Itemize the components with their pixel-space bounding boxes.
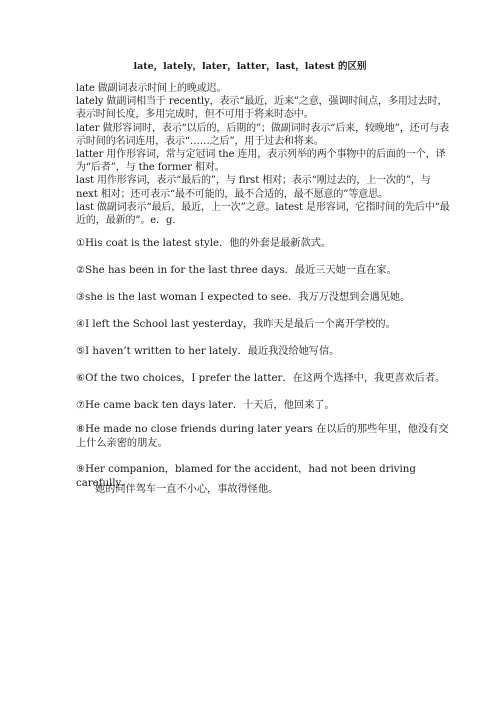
example-6: ⑥Of the two choices，I prefer the latter．在这两个选择中，我更喜欢后者。 <box>76 373 446 384</box>
definition-latter: latter 用作形容词，常与定冠词 the 连用，表示列举的两个事物中的后面的一个，译为“后者”，与 the former 相对。 <box>76 149 446 174</box>
definitions-block <box>76 82 452 227</box>
example-7: ⑦He came back ten days later．十天后，他回来了。 <box>76 400 335 411</box>
definition-last-adverb-latest: last 做副词表示“最后，最近，上一次”之意。latest 是形容词，它指时间的先后中“最近的，最新的”。e．g． <box>76 201 450 227</box>
definition-later: later 做形容词时，表示“以后的，后期的”；做副词时表示“后来，较晚地”，还可与表示时间的名词连用，表示“……之后”，用于过去和将来。 <box>76 122 450 147</box>
definition-lately: lately 做副词相当于 recently，表示“最近，近来”之意，强调时间点，多用过去时，表示时间长度，多用完成时，但不可用于将来时态中。 <box>76 96 448 121</box>
example-4: ④I left the School last yesterday，我昨天是最后一个离开学校的。 <box>76 319 396 330</box>
example-9-translation: 她的同伴驾车一直不小心，事故得怪他。 <box>95 484 279 495</box>
example-2: ②She has been in for the last three days．最近三天她一直在家。 <box>76 265 397 276</box>
example-3: ③she is the last woman I expected to see．我万万没想到会遇见她。 <box>76 292 411 303</box>
example-9: ⑨Her companion，blamed for the accident，had not been driving carefully． <box>76 464 416 489</box>
definition-late: late 做副词表示时间上的晚或迟。 <box>76 83 227 94</box>
example-1: ①His coat is the latest style．他的外套是最新款式。 <box>76 238 332 249</box>
definition-last-adjective: last 用作形容词，表示“最后的”，与 first 相对；表示“刚过去的，上一次的”，与 next 相对；还可表示“最不可能的，最不合适的，最不愿意的”等意思。 <box>76 175 431 200</box>
example-5: ⑤I haven’t written to her lately．最近我没给她写信。 <box>76 346 340 357</box>
document-title: late，lately，later，latter，last，latest 的区别 <box>133 61 367 72</box>
example-8: ⑧He made no close friends during later years 在以后的那些年里，他没有交上什么亲密的朋友。 <box>76 424 449 449</box>
